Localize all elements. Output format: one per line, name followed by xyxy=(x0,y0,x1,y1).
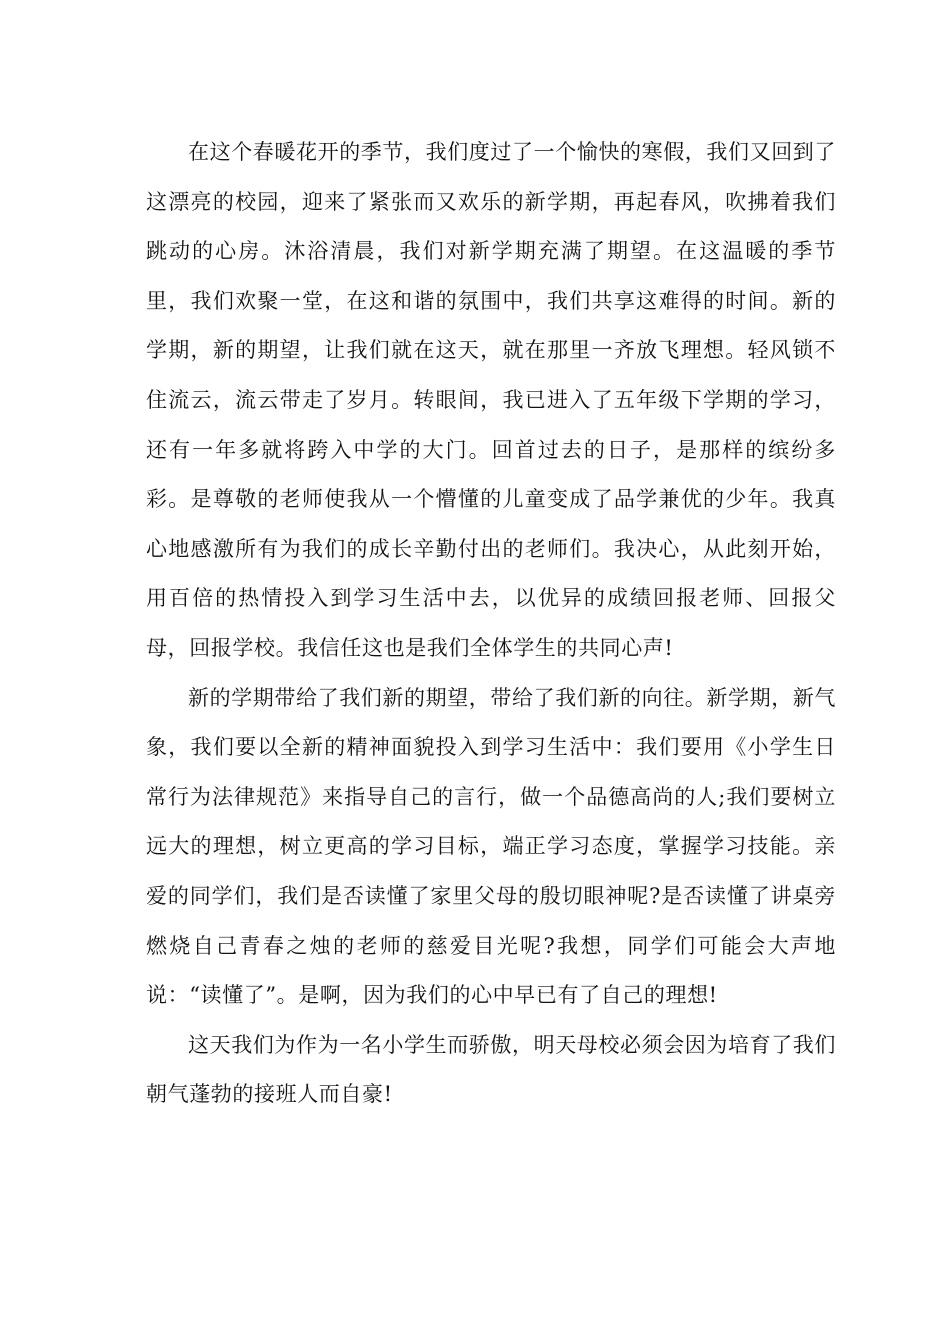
paragraph-3: 这天我们为作为一名小学生而骄傲，明天母校必须会因为培育了我们朝气蓬勃的接班人而自豪! xyxy=(146,1032,836,1107)
paragraph-1: 在这个春暖花开的季节，我们度过了一个愉快的寒假，我们又回到了这漂亮的校园，迎来了紧张而又欢乐的新学期，再起春风，吹拂着我们跳动的心房。沐浴清晨，我们对新学期充满了期望。在这温暖的季节里，我们欢聚一堂，在这和谐的氛围中，我们共享这难得的时间。新的学期，新的期望，让我们就在这天，就在那里一齐放飞理想。轻风锁不住流云，流云带走了岁月。转眼间，我已进入了五年级下学期的学习，还有一年多就将跨入中学的大门。回首过去的日子，是那样的缤纷多彩。是尊敬的老师使我从一个懵懂的儿童变成了品学兼优的少年。我真心地感激所有为我们的成长辛勤付出的老师们。我决心，从此刻开始，用百倍的热情投入到学习生活中去，以优异的成绩回报老师、回报父母，回报学校。我信任这也是我们全体学生的共同心声! xyxy=(146,140,836,660)
document-body xyxy=(146,128,836,1120)
paragraph-2: 新的学期带给了我们新的期望，带给了我们新的向往。新学期，新气象，我们要以全新的精神面貌投入到学习生活中：我们要用《小学生日常行为法律规范》来指导自己的言行，做一个品德高尚的人;我们要树立远大的理想，树立更高的学习目标，端正学习态度，掌握学习技能。亲爱的同学们，我们是否读懂了家里父母的殷切眼神呢?是否读懂了讲桌旁燃烧自己青春之烛的老师的慈爱目光呢?我想，同学们可能会大声地说：“读懂了”。是啊，因为我们的心中早已有了自己的理想! xyxy=(146,685,836,1008)
